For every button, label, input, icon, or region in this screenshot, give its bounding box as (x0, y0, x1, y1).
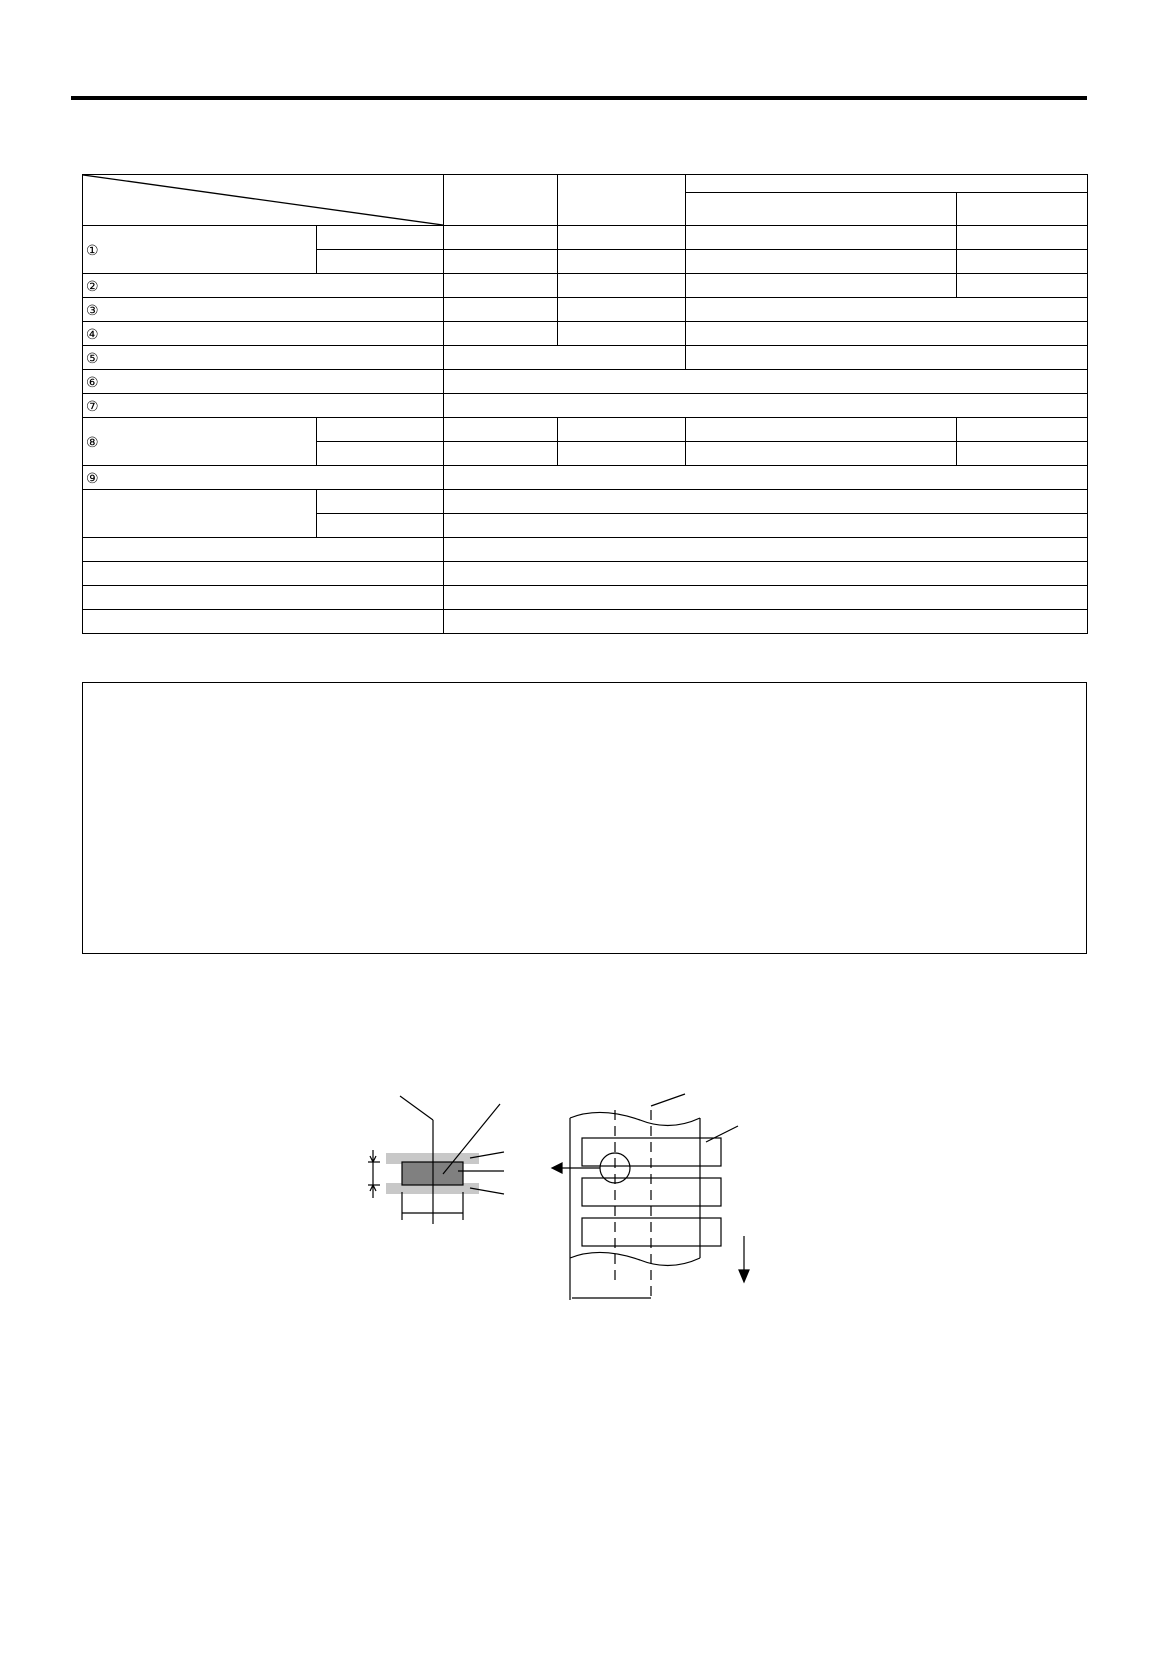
table-row (83, 274, 1088, 298)
row-label-4: ④ (83, 322, 444, 346)
table-cell (444, 514, 1088, 538)
row-label-9: ⑨ (83, 466, 444, 490)
table-cell (558, 226, 686, 250)
table-cell (444, 442, 558, 466)
table-cell (83, 586, 444, 610)
header-col-1 (444, 175, 558, 226)
header-corner-cell (83, 175, 444, 226)
table-row (83, 226, 1088, 250)
table-cell (686, 250, 957, 274)
table-cell (444, 490, 1088, 514)
row-label-5: ⑤ (83, 346, 444, 370)
table-cell (686, 274, 957, 298)
table-cell (686, 226, 957, 250)
table-cell (444, 610, 1088, 634)
strip-bottom-edge (570, 1252, 700, 1265)
table-cell (444, 538, 1088, 562)
row-label-2: ② (83, 274, 444, 298)
table-cell (317, 514, 444, 538)
sensor-arrow-head (552, 1163, 562, 1173)
table-row (83, 370, 1088, 394)
table-row (83, 394, 1088, 418)
header-rule (71, 96, 1087, 100)
table-cell (83, 538, 444, 562)
table-cell (957, 418, 1088, 442)
table-cell (317, 490, 444, 514)
table-cell (444, 418, 558, 442)
row-label-6: ⑥ (83, 370, 444, 394)
sensor-cross-section (368, 1096, 504, 1224)
table-row (83, 490, 1088, 514)
table-cell (686, 322, 1088, 346)
notes-box (82, 682, 1087, 954)
table-cell (444, 346, 686, 370)
row-label-blank (83, 490, 317, 538)
table-cell (444, 322, 558, 346)
table-cell (957, 442, 1088, 466)
header-col-3 (686, 193, 957, 226)
row-label-7: ⑦ (83, 394, 444, 418)
leader-7 (706, 1126, 738, 1142)
table-cell (444, 250, 558, 274)
table-cell (444, 562, 1088, 586)
table-cell (317, 418, 444, 442)
table-cell (558, 298, 686, 322)
table-cell (686, 418, 957, 442)
table-cell (444, 466, 1088, 490)
table-cell (558, 418, 686, 442)
feed-direction-arrowhead (739, 1270, 749, 1282)
leader-6 (651, 1094, 685, 1106)
leader-1 (400, 1096, 433, 1120)
table-cell (558, 322, 686, 346)
diagonal-line (83, 175, 443, 225)
media-strip (552, 1094, 749, 1300)
table-cell (317, 250, 444, 274)
table-row (83, 538, 1088, 562)
table-cell (444, 394, 1088, 418)
table-cell (317, 442, 444, 466)
table-row (83, 322, 1088, 346)
table-row (83, 610, 1088, 634)
media-spec-table (82, 174, 1088, 634)
table-cell (317, 226, 444, 250)
table-cell (957, 226, 1088, 250)
table-cell (558, 274, 686, 298)
table-header-row (83, 175, 1088, 193)
table-cell (686, 298, 1088, 322)
table-cell (957, 274, 1088, 298)
table-cell (444, 298, 558, 322)
table-cell (83, 562, 444, 586)
table-cell (444, 586, 1088, 610)
table-cell (686, 346, 1088, 370)
table-cell (444, 274, 558, 298)
table-cell (558, 250, 686, 274)
table-row (83, 562, 1088, 586)
media-sensor-diagram (340, 1080, 780, 1320)
table-cell (686, 442, 957, 466)
header-group (686, 175, 1088, 193)
table-cell (957, 250, 1088, 274)
row-label-1: ① (83, 226, 317, 274)
table-cell (444, 370, 1088, 394)
table-row (83, 418, 1088, 442)
table-row (83, 298, 1088, 322)
table-row (83, 346, 1088, 370)
header-col-4 (957, 193, 1088, 226)
row-label-8: ⑧ (83, 418, 317, 466)
table-cell (558, 442, 686, 466)
table-cell (83, 610, 444, 634)
header-col-2 (558, 175, 686, 226)
strip-top-edge (570, 1112, 700, 1125)
table-row (83, 466, 1088, 490)
table-row (83, 586, 1088, 610)
row-label-3: ③ (83, 298, 444, 322)
table-cell (444, 226, 558, 250)
